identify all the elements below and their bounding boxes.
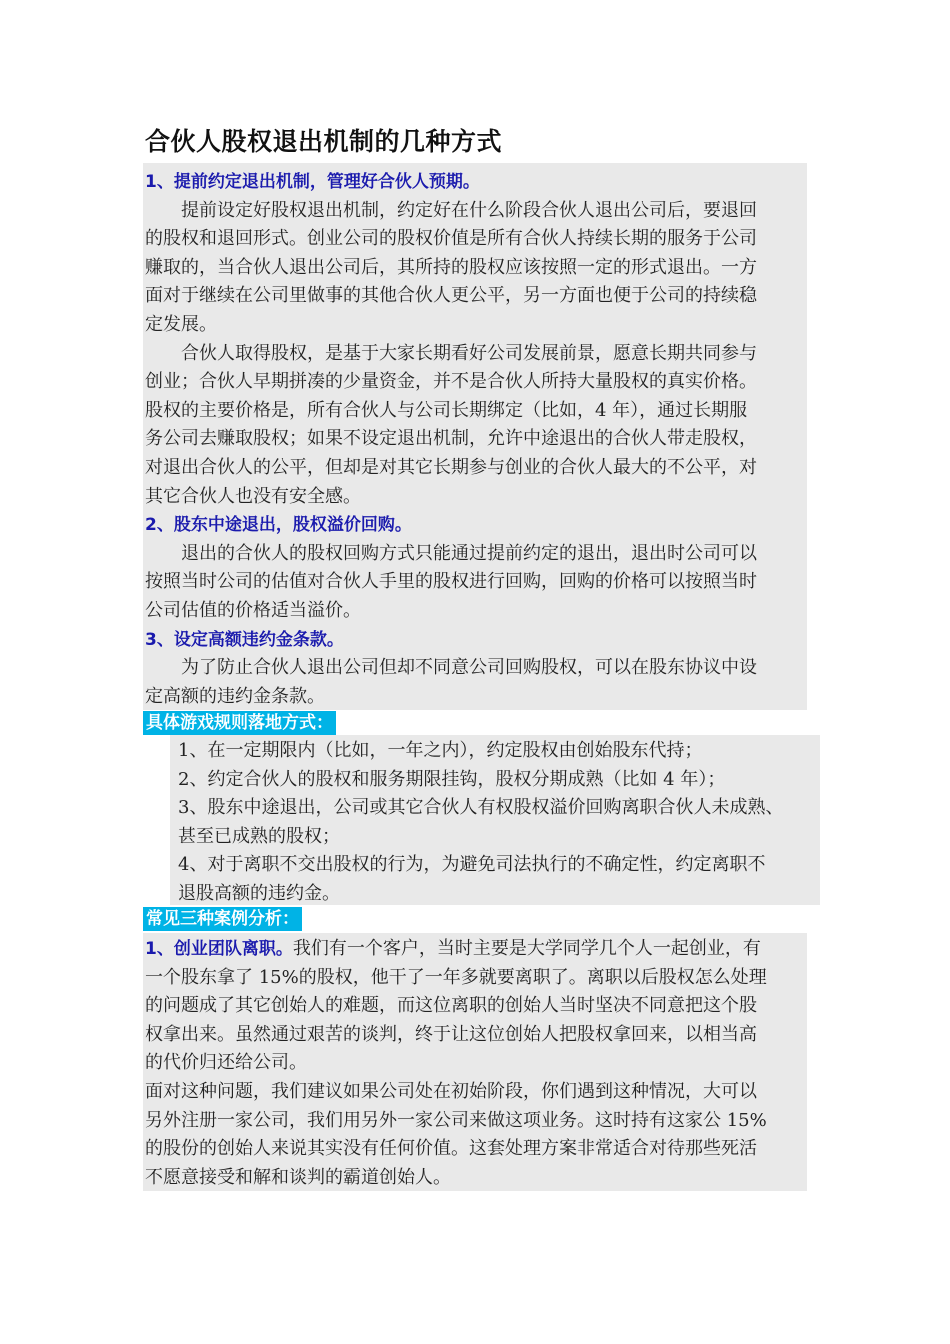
paragraph-line: 按照当时公司的估值对合伙人手里的股权进行回购，回购的价格可以按照当时 [145, 571, 757, 593]
rule-item: 4、对于离职不交出股权的行为，为避免司法执行的不确定性，约定离职不 [178, 854, 766, 876]
rule-item-continued: 退股高额的违约金。 [178, 882, 340, 904]
cases-label: 常见三种案例分析： [143, 907, 302, 931]
rule-item: 1、在一定期限内（比如，一年之内），约定股权由创始股东代持； [178, 740, 703, 761]
section-heading: 2、股东中途退出，股权溢价回购。 [145, 515, 412, 536]
page-title: 合伙人股权退出机制的几种方式 [145, 127, 503, 156]
paragraph-line: 定高额的违约金条款。 [145, 685, 325, 707]
paragraph-line: 面对这种问题，我们建议如果公司处在初始阶段，你们遇到这种情况，大可以 [145, 1080, 757, 1102]
paragraph-line: 的问题成了其它创始人的难题，而这位离职的创始人当时坚决不同意把这个股 [145, 995, 757, 1017]
case-text-span: 我们有一个客户，当时主要是大学同学几个人一起创业，有 [292, 938, 761, 959]
case-text [145, 935, 797, 1192]
rule-item: 3、股东中途退出，公司或其它合伙人有权股权溢价回购离职合伙人未成熟、 [178, 797, 784, 819]
section-heading: 3、设定高额违约金条款。 [145, 629, 344, 650]
paragraph-line: 的股权和退回形式。创业公司的股权价值是所有合伙人持续长期的服务于公司 [145, 228, 757, 250]
paragraph-line: 公司估值的价格适当溢价。 [145, 599, 361, 621]
paragraph-line: 定发展。 [145, 313, 217, 335]
paragraph-line: 另外注册一家公司，我们用另外一家公司来做这项业务。这时持有这家公 15% [145, 1109, 767, 1131]
rule-item-continued: 甚至已成熟的股权； [178, 825, 340, 847]
case-heading: 1、创业团队离职。 [145, 939, 293, 959]
paragraph-line: 的代价归还给公司。 [145, 1052, 307, 1074]
paragraph-line: 提前设定好股权退出机制，约定好在什么阶段合伙人退出公司后，要退回 [181, 199, 757, 221]
paragraph-line: 务公司去赚取股权；如果不设定退出机制，允许中途退出的合伙人带走股权， [145, 428, 757, 450]
paragraph-line: 不愿意接受和解和谈判的霸道创始人。 [145, 1166, 451, 1188]
rules-list [178, 737, 818, 909]
paragraph-line: 对退出合伙人的公平，但却是对其它长期参与创业的合伙人最大的不公平，对 [145, 456, 757, 478]
paragraph-line: 赚取的，当合伙人退出公司后，其所持的股权应该按照一定的形式退出。一方 [145, 256, 757, 278]
paragraph-line: 其它合伙人也没有安全感。 [145, 485, 361, 507]
paragraph-line: 合伙人取得股权，是基于大家长期看好公司发展前景，愿意长期共同参与 [181, 342, 757, 364]
paragraph-line: 权拿出来。虽然通过艰苦的谈判，终于让这位创始人把股权拿回来，以相当高 [145, 1023, 757, 1045]
paragraph-line: 退出的合伙人的股权回购方式只能通过提前约定的退出，退出时公司可以 [181, 542, 757, 564]
paragraph-line: 一个股东拿了 15%的股权，他干了一年多就要离职了。离职以后股权怎么处理 [145, 966, 767, 988]
rules-label: 具体游戏规则落地方式： [143, 711, 336, 735]
section-heading: 1、提前约定退出机制，管理好合伙人预期。 [145, 172, 480, 192]
case-line [145, 935, 797, 964]
paragraph-line: 面对于继续在公司里做事的其他合伙人更公平，另一方面也便于公司的持续稳 [145, 285, 757, 307]
paragraph-line: 创业；合伙人早期拼凑的少量资金，并不是合伙人所持大量股权的真实价格。 [145, 371, 757, 393]
paragraph-line: 股权的主要价格是，所有合伙人与公司长期绑定（比如，4 年），通过长期服 [145, 399, 748, 421]
sections-text [145, 168, 797, 711]
paragraph-line: 的股份的创始人来说其实没有任何价值。这套处理方案非常适合对待那些死活 [145, 1138, 757, 1160]
paragraph-line: 为了防止合伙人退出公司但却不同意公司回购股权，可以在股东协议中设 [181, 657, 757, 679]
rule-item: 2、约定合伙人的股权和服务期限挂钩，股权分期成熟（比如 4 年）； [178, 768, 726, 790]
